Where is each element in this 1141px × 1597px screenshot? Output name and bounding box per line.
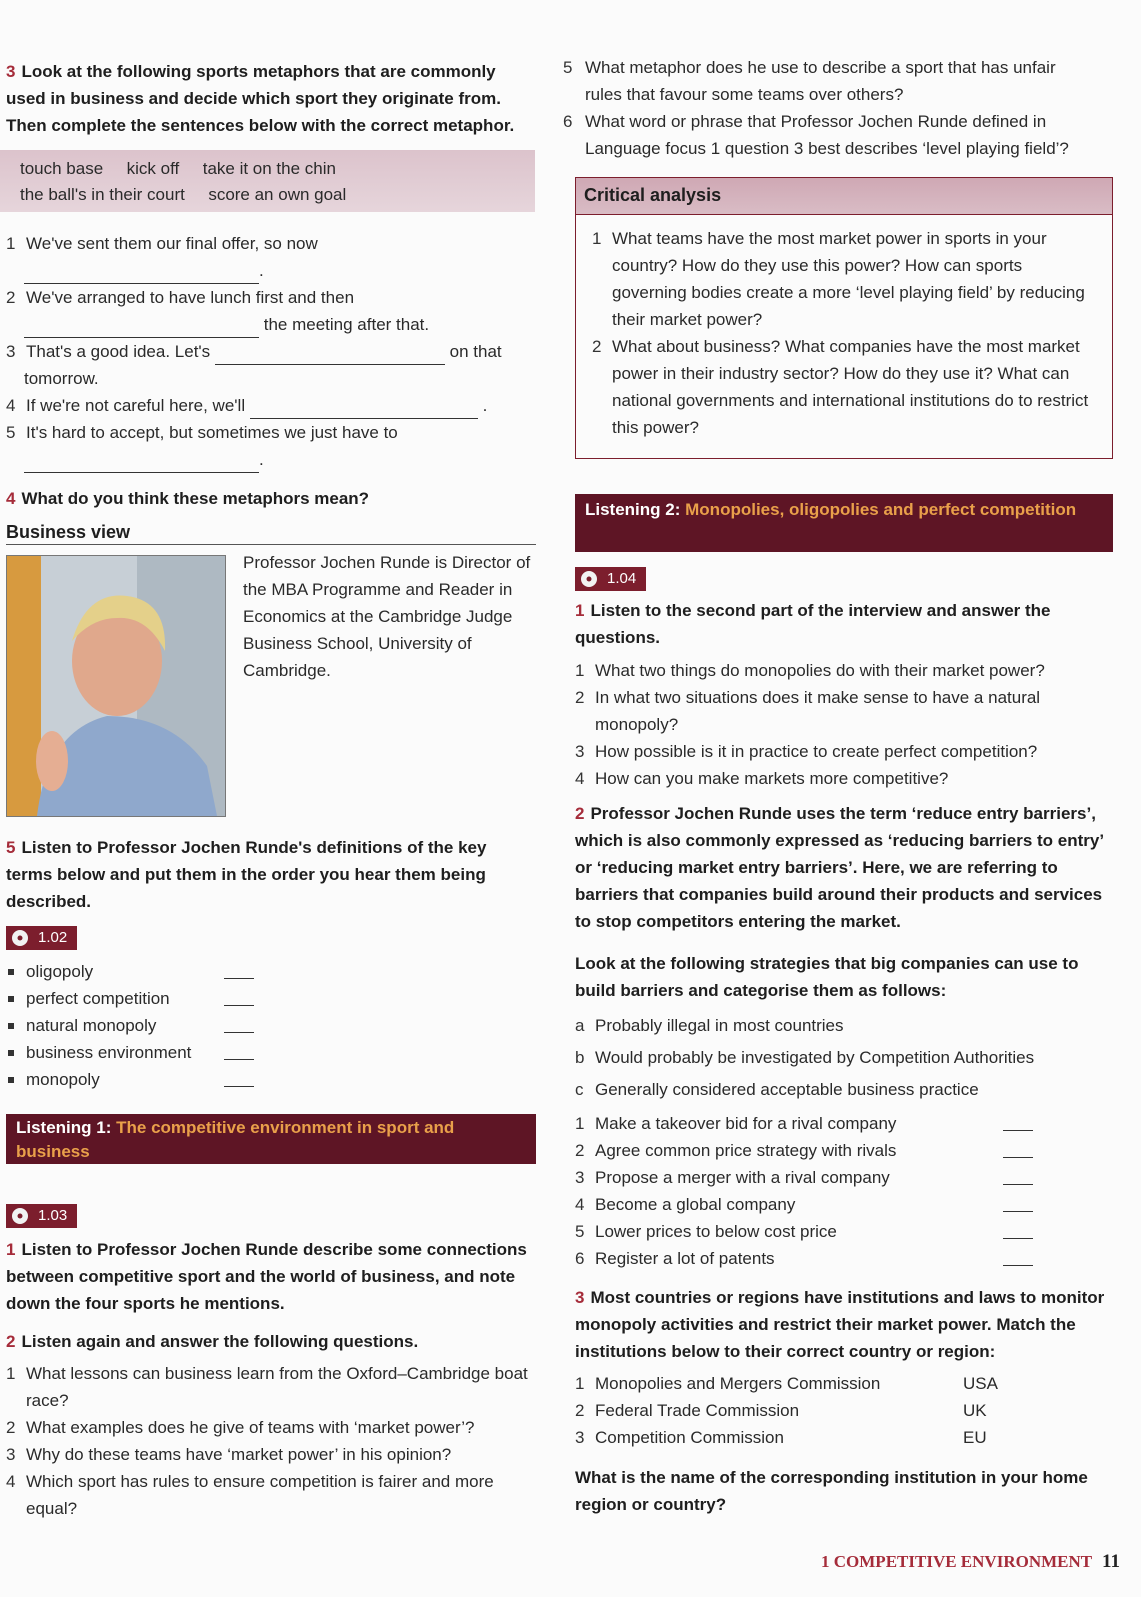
- audio-track-badge[interactable]: 1.02: [6, 926, 77, 950]
- list-item: 1 Monopolies and Mergers Commission USA: [575, 1374, 998, 1393]
- chapter-number: 1: [821, 1552, 830, 1571]
- list-item: 2 Federal Trade Commission UK: [575, 1401, 987, 1420]
- word-box: [0, 150, 535, 212]
- list-item: oligopoly: [6, 958, 306, 985]
- answer-blank[interactable]: [1003, 1170, 1033, 1185]
- list-item: 4 If we're not careful here, we'll .: [6, 392, 536, 419]
- listening-2-header: Listening 2: Monopolies, oligopolies and perfect competition: [575, 494, 1113, 552]
- list-item: b Would probably be investigated by Competition Authorities: [575, 1048, 1035, 1067]
- word-option: take it on the chin: [202, 159, 336, 178]
- list-item: 2 We've arranged to have lunch first and then: [6, 288, 355, 307]
- list-item: 2 What examples does he give of teams with ‘market power’?: [6, 1418, 475, 1437]
- answer-blank[interactable]: [24, 321, 259, 338]
- page-footer: [700, 1551, 1120, 1573]
- list-item: 5 What metaphor does he use to describe a sport that has unfair rules that favour some teams over others?: [563, 58, 1056, 104]
- listening-1-items-continued: [563, 54, 1083, 162]
- listening-1-question-1: 1 Listen to Professor Jochen Runde describe some connections between competitive sport and the world of business, and note down the four sports he mentions.: [6, 1240, 527, 1313]
- list-item: 3 That's a good idea. Let's on that: [6, 338, 536, 365]
- page-number: 11: [1102, 1551, 1120, 1572]
- list-item: natural monopoly: [6, 1012, 306, 1039]
- portrait-photo: [6, 555, 226, 817]
- listening-2-q2-instruction: Look at the following strategies that big companies can use to build barriers and categorise them as follows:: [575, 954, 1079, 1000]
- answer-blank[interactable]: [1003, 1251, 1033, 1266]
- professor-photo-icon: [7, 556, 225, 816]
- exercise-3: [6, 58, 536, 139]
- word-option: touch base: [20, 159, 104, 178]
- list-item: 4 Which sport has rules to ensure competition is fairer and more equal?: [6, 1472, 494, 1518]
- answer-blank[interactable]: [215, 348, 445, 365]
- cd-audio-icon: [10, 929, 30, 947]
- list-item: 3 How possible is it in practice to create perfect competition?: [575, 742, 1038, 761]
- list-item: 3 Competition Commission EU: [575, 1428, 987, 1447]
- cd-audio-icon: [579, 570, 599, 588]
- list-item: business environment: [6, 1039, 306, 1066]
- exercise-3-items: 1 We've sent them our final offer, so now . 2 We've arranged to have lunch first and then the meeting after that. 3 That's a good idea. Let's on that tomorrow. 4 If we're not careful here, we'll . 5 It's hard to accept, but sometimes we just have to .: [6, 230, 536, 473]
- institution-list: [575, 1370, 1105, 1451]
- audio-track-badge[interactable]: 1.04: [575, 567, 646, 591]
- listening-2-question-3: 3 Most countries or regions have institutions and laws to monitor monopoly activities and restrict their market power. Match the institutions below to their correct country or region:: [575, 1288, 1105, 1361]
- chapter-title: COMPETITIVE ENVIRONMENT: [833, 1552, 1092, 1571]
- list-item: 1 We've sent them our final offer, so now: [6, 234, 318, 253]
- list-item: 4 Become a global company: [575, 1191, 1035, 1218]
- cd-audio-icon: [10, 1207, 30, 1225]
- list-item: 2 In what two situations does it make sense to have a natural monopoly?: [575, 688, 1041, 734]
- list-item: 3 Propose a merger with a rival company: [575, 1164, 1035, 1191]
- list-item-continuation: tomorrow.: [24, 369, 99, 388]
- critical-analysis-box: [575, 177, 1113, 459]
- bio-text: Professor Jochen Runde is Director of the MBA Programme and Reader in Economics at the Cambridge Judge Business School, University of Cambridge.: [243, 553, 531, 680]
- list-item: 6 Register a lot of patents: [575, 1245, 1035, 1272]
- exercise-4: 4 What do you think these metaphors mean?: [6, 489, 370, 508]
- answer-blank[interactable]: [1003, 1116, 1033, 1131]
- answer-blank[interactable]: [250, 402, 478, 419]
- business-view-heading: Business view: [6, 520, 536, 545]
- list-item: 6 What word or phrase that Professor Jochen Runde defined in Language focus 1 question 3 best describes ‘level playing field’?: [563, 112, 1069, 158]
- word-option: the ball's in their court: [20, 185, 185, 204]
- answer-blank[interactable]: [1003, 1197, 1033, 1212]
- listening-2-question-1: 1 Listen to the second part of the interview and answer the questions.: [575, 601, 1051, 647]
- list-item: 4 How can you make markets more competitive?: [575, 769, 949, 788]
- list-item: 1 What lessons can business learn from the Oxford–Cambridge boat race?: [6, 1364, 528, 1410]
- list-item: 2 What about business? What companies have the most market power in their industry sector? How do they use it? What can national governments and international institutions do to restrict this power?: [592, 337, 1089, 437]
- list-item: c Generally considered acceptable business practice: [575, 1080, 979, 1099]
- listening-2-q1-items: [575, 657, 1105, 792]
- list-item: a Probably illegal in most countries: [575, 1016, 844, 1035]
- list-item: 1 Make a takeover bid for a rival company: [575, 1110, 1035, 1137]
- list-item: perfect competition: [6, 985, 306, 1012]
- list-item: monopoly: [6, 1066, 306, 1093]
- exercise-number: 3: [6, 62, 16, 81]
- word-option: score an own goal: [208, 185, 347, 204]
- list-item: 1 What two things do monopolies do with their market power?: [575, 661, 1045, 680]
- exercise-5: 5 Listen to Professor Jochen Runde's definitions of the key terms below and put them in the order you hear them being described.: [6, 838, 487, 911]
- listening-2-question-2: 2 Professor Jochen Runde uses the term ‘reduce entry barriers’, which is also commonly expressed as ‘reducing barriers to entry’ or ‘reducing market entry barriers’. Here, we are referring to barriers that companies build around their products and services to stop competitors entering the market.: [575, 804, 1104, 931]
- exercise-3-instruction: Look at the following sports metaphors that are commonly used in business and decide which sport they originate from. Then complete the sentences below with the correct metaphor.: [6, 62, 515, 135]
- list-item: 2 Agree common price strategy with rivals: [575, 1137, 1035, 1164]
- answer-blank[interactable]: [24, 267, 259, 284]
- final-question: What is the name of the corresponding institution in your home region or country?: [575, 1468, 1088, 1514]
- answer-blank[interactable]: [24, 456, 259, 473]
- key-terms-list: [6, 958, 306, 1093]
- critical-analysis-title: Critical analysis: [576, 178, 1112, 215]
- audio-track-badge[interactable]: 1.03: [6, 1204, 77, 1228]
- strategy-list: [575, 1110, 1035, 1272]
- list-item: 1 What teams have the most market power in sports in your country? How do they use this power? How can sports governing bodies create a more ‘level playing field’ by reducing their market power?: [592, 229, 1085, 329]
- listening-1-items: [6, 1360, 546, 1522]
- word-option: kick off: [126, 159, 180, 178]
- answer-blank[interactable]: [1003, 1143, 1033, 1158]
- listening-1-header: Listening 1: The competitive environment in sport and business: [6, 1114, 536, 1164]
- list-item: 3 Why do these teams have ‘market power’ in his opinion?: [6, 1445, 452, 1464]
- category-list: [575, 1010, 1105, 1106]
- list-item: 5 It's hard to accept, but sometimes we just have to: [6, 423, 398, 442]
- listening-1-question-2: 2 Listen again and answer the following questions.: [6, 1332, 419, 1351]
- list-item: 5 Lower prices to below cost price: [575, 1218, 1035, 1245]
- answer-blank[interactable]: [1003, 1224, 1033, 1239]
